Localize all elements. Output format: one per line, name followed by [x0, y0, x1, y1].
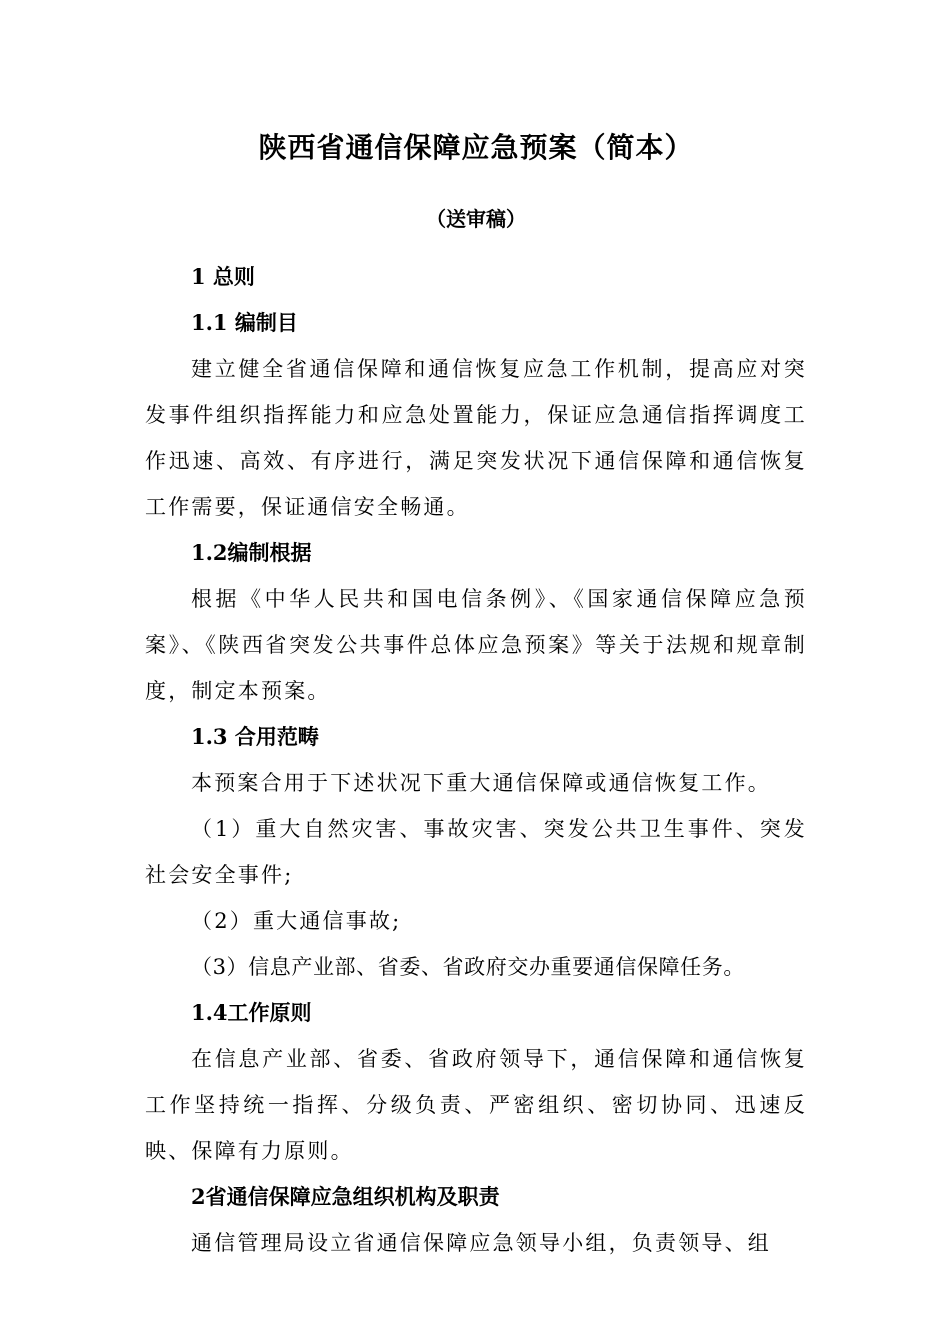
- paragraph-1-2: 根据《中华人民共和国电信条例》、《国家通信保障应急预案》、《陕西省突发公共事件总体应急预案》等关于法规和规章制度，制定本预案。: [145, 587, 807, 703]
- document-subtitle: （送审稿）: [426, 207, 526, 231]
- document-body: [145, 128, 807, 1266]
- section-heading-2: 2省通信保障应急组织机构及职责: [191, 1184, 500, 1209]
- section-heading-1-3: 1.3 合用范畴: [191, 724, 319, 749]
- paragraph-1-1: 建立健全省通信保障和通信恢复应急工作机制，提高应对突发事件组织指挥能力和应急处置能力，保证应急通信指挥调度工作迅速、高效、有序进行，满足突发状况下通信保障和通信恢复工作需要，保证通信安全畅通。: [145, 357, 807, 519]
- section-heading-1-4: 1.4工作原则: [191, 1000, 312, 1025]
- section-heading-1-2: 1.2编制根据: [191, 540, 312, 565]
- document-title: 陕西省通信保障应急预案（简本）: [258, 131, 694, 164]
- paragraph-1-3: 本预案合用于下述状况下重大通信保障或通信恢复工作。: [191, 771, 771, 795]
- list-item-2: （2）重大通信事故;: [191, 909, 402, 933]
- paragraph-1-4: 在信息产业部、省委、省政府领导下，通信保障和通信恢复工作坚持统一指挥、分级负责、严密组织、密切协同、迅速反映、保障有力原则。: [145, 1047, 807, 1163]
- section-heading-1-1: 1.1 编制目: [191, 310, 298, 335]
- list-item-1: （1）重大自然灾害、事故灾害、突发公共卫生事件、突发社会安全事件;: [145, 817, 807, 887]
- section-heading-1: 1 总则: [191, 264, 255, 289]
- list-item-3: （3）信息产业部、省委、省政府交办重要通信保障任务。: [191, 955, 745, 979]
- paragraph-2: 通信管理局设立省通信保障应急领导小组，负责领导、组: [191, 1231, 771, 1255]
